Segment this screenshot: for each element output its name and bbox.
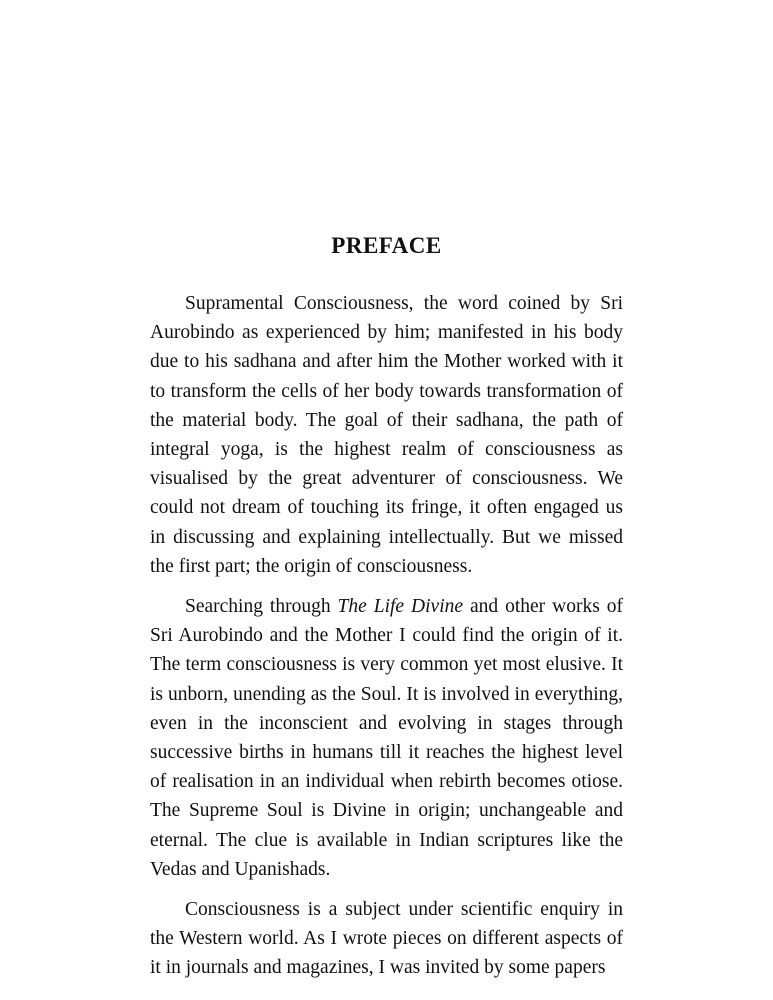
paragraph-2-text-end: and other works of Sri Aurobindo and the Mother I could find the origin of it. The term consciousness is very common yet most elusive. It is unborn, unending as the Soul. It is involved in everything, even in the inconscient and evolving in stages through successive births in humans till it reaches the highest level of realisation in an individual when rebirth becomes otiose. The Supreme Soul is Divine in origin; unchangeable and eternal. The clue is available in Indian scriptures like the Vedas and Upanishads. (150, 596, 623, 880)
paragraph-1: Supramental Consciousness, the word coined by Sri Aurobindo as experienced by him; manifested in his body due to his sadhana and after him the Mother worked with it to transform the cells of her body towards transformation of the material body. The goal of their sadhana, the path of integral yoga, is the highest realm of consciousness as visualised by the great adventurer of consciousness. We could not dream of touching its fringe, it often engaged us in discussing and explaining intellectually. But we missed the first part; the origin of consciousness. (150, 293, 623, 577)
paragraph-2-text-start: Searching through (185, 596, 338, 618)
page-title: PREFACE (331, 233, 442, 258)
page-content (150, 228, 623, 983)
book-title-the-life-divine: The Life Divine (337, 596, 464, 618)
paragraph-2 (150, 592, 623, 884)
paragraph-3: Consciousness is a subject under scientific enquiry in the Western world. As I wrote pieces on different aspects of it in journals and magazines, I was invited by some papers (150, 899, 623, 979)
